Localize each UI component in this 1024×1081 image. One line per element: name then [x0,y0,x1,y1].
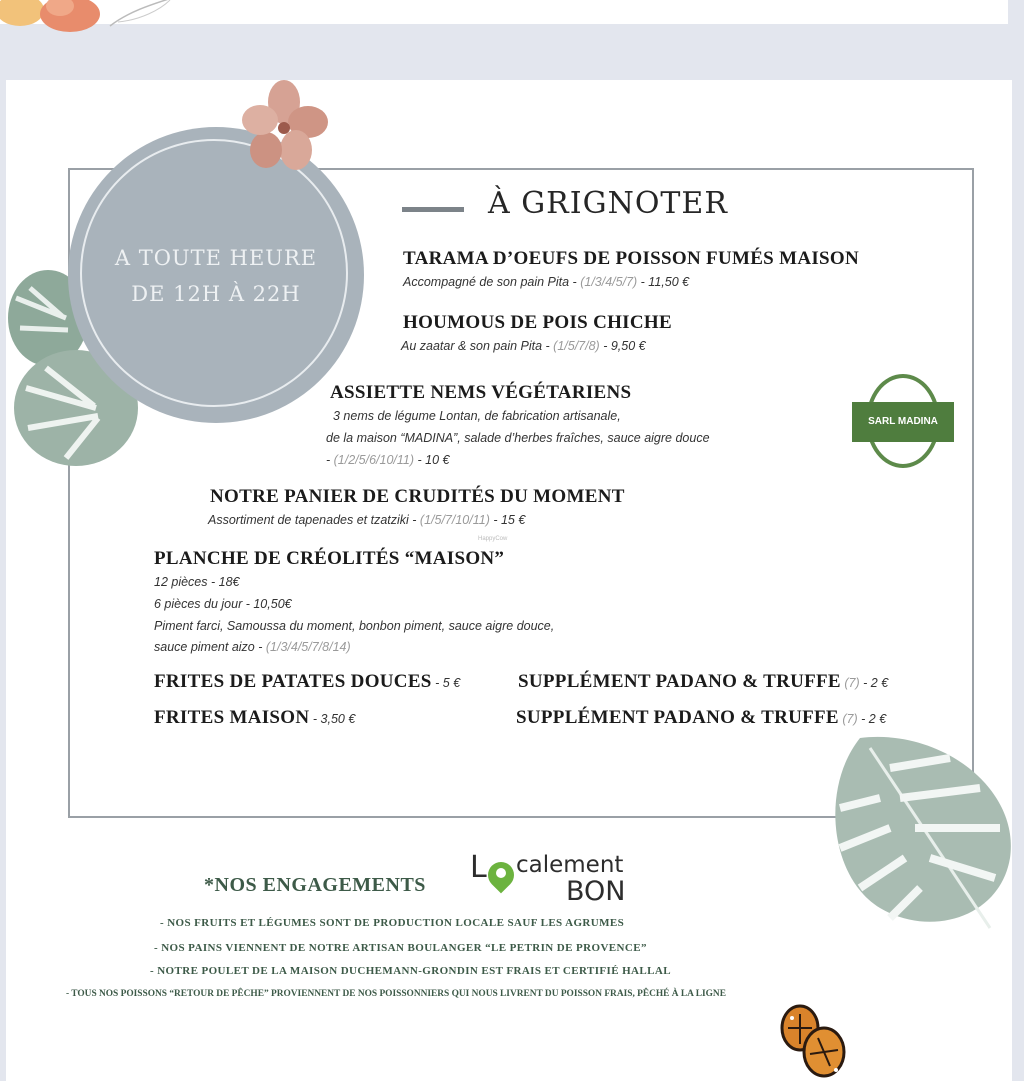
menu-item-description-line: de la maison “MADINA”, salade d’herbes fraîches, sauce aigre douce [326,431,710,445]
section-title-dash [402,207,464,212]
menu-item-description-line: - (1/2/5/6/10/11) - 10 € [326,453,450,467]
allergen-codes: (1/5/7/8) [553,339,600,353]
side-price: - 3,50 € [309,712,356,726]
location-pin-hole [496,868,506,878]
flower-decoration-top-left [0,0,190,44]
allergen-codes: (1/2/5/6/10/11) [333,453,415,467]
menu-item-description: Au zaatar & son pain Pita - (1/5/7/8) - 9,50 € [401,339,646,353]
allergen-codes: (1/5/7/10/11) [419,513,490,527]
side-price: - 2 € [857,712,887,726]
allergen-codes: (1/3/4/5/7/8/14) [265,640,351,654]
sarl-madina-logo [852,374,954,470]
item-price: - 9,50 € [599,339,646,353]
engagement-line: - NOS PAINS VIENNENT DE NOTRE ARTISAN BOULANGER “LE PETRIN DE PROVENCE” [154,942,647,954]
menu-item-name: HOUMOUS DE POIS CHICHE [403,312,672,333]
menu-item-description-line: 3 nems de légume Lontan, de fabrication artisanale, [333,409,621,423]
section-title: À GRIGNOTER [488,186,728,221]
menu-item-description-line: sauce piment aizo - (1/3/4/5/7/8/14) [154,640,351,654]
allergen-codes: (1/3/4/5/7) [580,275,638,289]
side-price: - 2 € [859,676,889,690]
engagement-line: - TOUS NOS POISSONS “RETOUR DE PÊCHE” PROVIENNENT DE NOS POISSONNIERS QUI NOUS LIVRENT DU POISSON FRAIS, PÊCHÉ À LA LIGNE [66,989,726,999]
hibiscus-flower-icon [238,80,330,172]
butterfly-icon [778,1004,850,1081]
allergen-codes: (7) [840,676,860,690]
menu-item-description-line: 6 pièces du jour - 10,50€ [154,597,292,611]
logo-letter: L [470,850,487,885]
menu-item-description-line: 12 pièces - 18€ [154,575,240,589]
hours-line-1: A TOUTE HEURE [114,246,318,270]
engagement-line: - NOS FRUITS ET LÉGUMES SONT DE PRODUCTION LOCALE SAUF LES AGRUMES [160,917,625,929]
menu-item-name: NOTRE PANIER DE CRUDITÉS DU MOMENT [210,486,625,507]
menu-item-name: TARAMA D’OEUFS DE POISSON FUMÉS MAISON [403,248,859,269]
item-price: - 10 € [414,453,450,467]
side-item: FRITES MAISON - 3,50 € [154,707,356,728]
madina-logo-text: SARL MADINA [852,402,954,442]
side-price: - 5 € [431,676,461,690]
happycow-watermark: HappyCow [478,536,508,542]
logo-word-2: BON [566,876,626,907]
monstera-leaf-right-icon [820,728,1020,948]
logo-word-1: calement [516,852,624,878]
side-item: FRITES DE PATATES DOUCES - 5 € [154,671,461,692]
side-item: SUPPLÉMENT PADANO & TRUFFE (7) - 2 € [518,671,889,692]
hours-badge-text [80,240,352,312]
menu-item-name: ASSIETTE NEMS VÉGÉTARIENS [330,382,632,403]
menu-item-description: Assortiment de tapenades et tzatziki - (1/5/7/10/11) - 15 € [208,513,526,527]
menu-item-description-line: Piment farci, Samoussa du moment, bonbon piment, sauce aigre douce, [154,619,555,633]
menu-item-description: Accompagné de son pain Pita - (1/3/4/5/7) - 11,50 € [403,275,690,289]
item-price: - 15 € [489,513,526,527]
localement-bon-logo [470,848,650,910]
side-item: SUPPLÉMENT PADANO & TRUFFE (7) - 2 € [516,707,887,728]
engagements-title: *NOS ENGAGEMENTS [204,874,426,896]
hours-line-2: DE 12H À 22H [131,282,301,306]
item-price: - 11,50 € [637,275,690,289]
menu-item-name: PLANCHE DE CRÉOLITÉS “MAISON” [154,548,505,569]
engagement-line: - NOTRE POULET DE LA MAISON DUCHEMANN-GRONDIN EST FRAIS ET CERTIFIÉ HALLAL [150,965,671,977]
allergen-codes: (7) [838,712,858,726]
